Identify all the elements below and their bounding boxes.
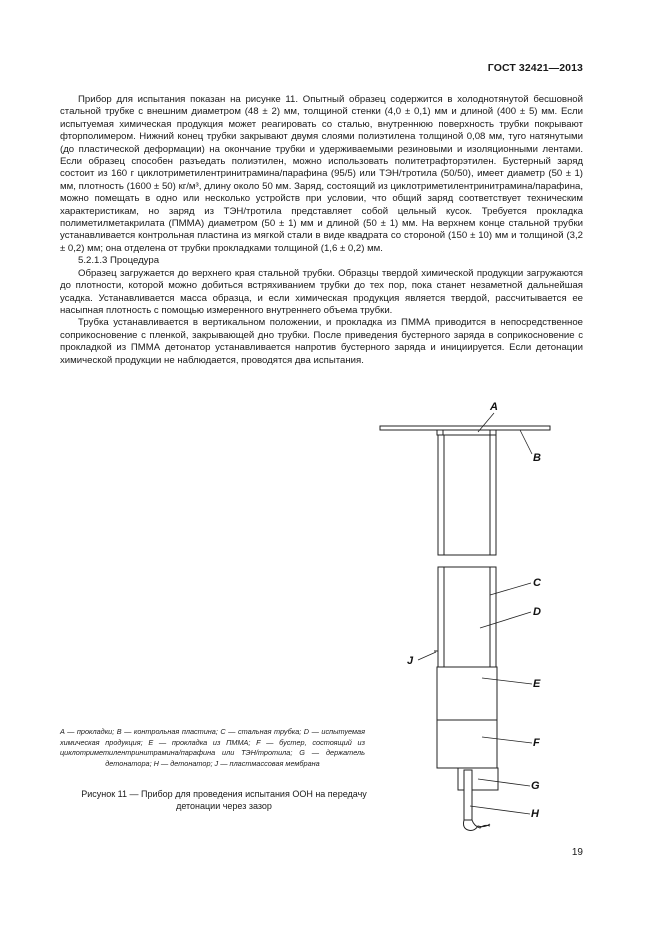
steel-tube-upper <box>438 435 496 555</box>
paragraph-setup: Трубка устанавливается в вертикальном положении, и прокладка из ПММА приводится в непосредственное соприкосновение с пленкой, закрывающей дно трубки. После приведения бустерного заряда в соприкосновение с прокладкой из ПММА детонатор устанавливается напротив бустерного заряда и инициируется. Если детонации химической продукции не наблюдается, проводятся два испытания. <box>60 317 583 366</box>
page-number: 19 <box>571 847 583 858</box>
label-d: D <box>533 606 541 618</box>
spacer-right <box>490 430 496 435</box>
label-h: H <box>531 808 539 820</box>
label-e: E <box>533 678 541 690</box>
document-header-standard: ГОСТ 32421—2013 <box>487 62 583 74</box>
detonator <box>464 770 472 820</box>
section-heading-procedure: 5.2.1.3 Процедура <box>78 255 160 267</box>
spacer-left <box>437 430 443 435</box>
detonator-wires <box>464 820 491 831</box>
label-c: C <box>533 577 541 589</box>
pmma-gap <box>437 667 497 720</box>
witness-plate <box>380 426 550 430</box>
paragraph-apparatus: Прибор для испытания показан на рисунке 11. Опытный образец содержится в холоднотянутой бесшовной стальной трубке с внешним диаметром (48 ± 2) мм, толщиной стенки (4,0 ± 0,1) мм и длиной (400 ± 5) мм. Если испытуемая химическая продукция может реагировать со сталью, внутреннюю поверхность трубки покрывают фторполимером. Нижний конец трубки закрывают двумя слоями полиэтилена толщиной 0,08 мм, туго натянутыми (до пластической деформации) на окончание трубки и удерживаемыми резиновыми и изоляционными лентами. Если образец способен разъедать полиэтилен, можно использовать политетрафторэтилен. Бустерный заряд состоит из 160 г циклотриметилентринитрамина/парафина (95/5) или ТЭН/тротила (50/50), имеет диаметр (50 ± 1) мм, плотность (1600 ± 50) кг/м³, длину около 50 мм. Заряд, состоящий из циклотриметилентринитрамина/парафина, можно помещать в одно или несколько устройств при условии, что общий заряд соответствует техническим характеристикам, но заряд из ТЭН/тротила представляет собой цельный кусок. Требуется прокладка полиметилметакрилата (ПММА) диаметром (50 ± 1) мм и длиной (50 ± 1) мм. На верхнем конце стальной трубки устанавливается контрольная пластина из мягкой стали в виде квадрата со стороной (150 ± 10) мм и толщиной (3,2 ± 0,2) мм; она отделена от трубки прокладками толщиной (1,6 ± 0,2) мм. <box>60 94 583 254</box>
paragraph-loading: Образец загружается до верхнего края стальной трубки. Образцы твердой химической продукции загружаются до плотности, которой можно добиться встряхиванием трубки до тех пор, пока станет незаметной дальнейшая усадка. Устанавливается масса образца, и если химическая продукция является твердой, рассчитывается ее насыпная плотность с помощью измеренного внутреннего объема трубки. <box>60 267 583 316</box>
label-j: J <box>407 655 414 667</box>
label-b: B <box>533 452 541 464</box>
figure-caption: Рисунок 11 — Прибор для проведения испытания ООН на передачу детонации через зазор <box>81 789 367 811</box>
label-g: G <box>531 780 540 792</box>
steel-tube-lower <box>438 567 496 667</box>
booster-charge <box>437 720 497 768</box>
label-f: F <box>533 737 540 749</box>
label-a: A <box>490 401 498 413</box>
figure-legend: A — прокладки; B — контрольная пластина; C — стальная трубка; D — испытуемая химическая продукция; E — прокладка из ПММА; F — бустер, состоящий из циклотриметилентринитрамина/парафина или ТЭН/тротила; G — держатель детонатора; H — детонатор; J — пластмассовая мембрана <box>60 727 365 769</box>
